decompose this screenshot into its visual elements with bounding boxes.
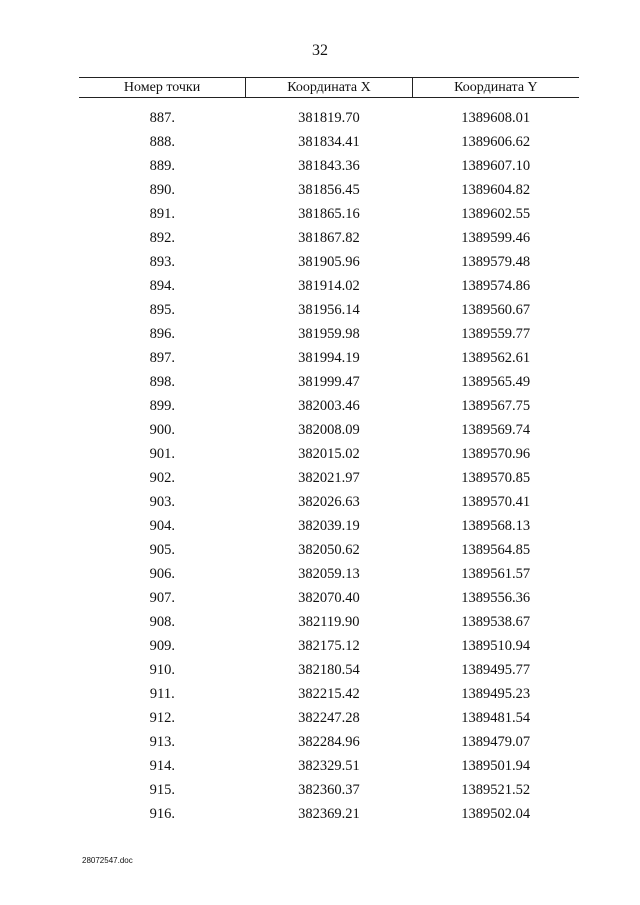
coordinate-y-cell: 1389602.55 xyxy=(461,205,531,222)
coordinate-y-cell: 1389570.85 xyxy=(461,469,531,486)
table-row xyxy=(79,370,579,394)
coordinate-y-cell: 1389562.61 xyxy=(461,349,531,366)
coordinate-x-cell: 381999.47 xyxy=(298,373,360,390)
point-number-cell: 897. xyxy=(149,349,176,366)
table-row xyxy=(79,178,579,202)
coordinate-x-cell: 381843.36 xyxy=(298,157,360,174)
coordinate-y-cell: 1389607.10 xyxy=(461,157,531,174)
coordinate-x-cell: 382119.90 xyxy=(298,613,360,630)
coordinate-x-cell: 382003.46 xyxy=(298,397,360,414)
table-row xyxy=(79,154,579,178)
coordinate-x-cell: 381834.41 xyxy=(298,133,360,150)
table-row xyxy=(79,538,579,562)
point-number-cell: 896. xyxy=(149,325,176,342)
coordinate-y-cell: 1389570.41 xyxy=(461,493,531,510)
coordinate-y-cell: 1389556.36 xyxy=(461,589,531,606)
point-number-cell: 904. xyxy=(149,517,176,534)
table-row xyxy=(79,778,579,802)
page-number: 32 xyxy=(312,42,328,59)
point-number-cell: 908. xyxy=(149,613,176,630)
coordinate-x-cell: 381905.96 xyxy=(298,253,360,270)
coordinate-y-cell: 1389608.01 xyxy=(461,109,531,126)
point-number-cell: 914. xyxy=(149,757,176,774)
point-number-cell: 912. xyxy=(149,709,176,726)
coordinate-y-cell: 1389510.94 xyxy=(461,637,531,654)
coordinate-x-cell: 382008.09 xyxy=(298,421,360,438)
table-row xyxy=(79,634,579,658)
point-number-cell: 900. xyxy=(149,421,176,438)
coordinate-x-cell: 382050.62 xyxy=(298,541,360,558)
coordinate-x-cell: 381994.19 xyxy=(298,349,360,366)
table-row xyxy=(79,98,579,131)
coordinate-y-cell: 1389561.57 xyxy=(461,565,531,582)
coordinate-x-cell: 382329.51 xyxy=(298,757,360,774)
point-number-cell: 890. xyxy=(149,181,176,198)
point-number-cell: 887. xyxy=(149,109,176,126)
point-number-cell: 909. xyxy=(149,637,176,654)
coordinate-y-cell: 1389599.46 xyxy=(461,229,531,246)
coordinate-x-cell: 382026.63 xyxy=(298,493,360,510)
coordinate-y-cell: 1389568.13 xyxy=(461,517,531,534)
point-number-cell: 911. xyxy=(149,685,175,702)
header-coordinate-y: Координата Y xyxy=(412,78,579,98)
coordinate-y-cell: 1389479.07 xyxy=(461,733,531,750)
table-row xyxy=(79,658,579,682)
point-number-cell: 907. xyxy=(149,589,176,606)
coordinate-x-cell: 381914.02 xyxy=(298,277,360,294)
coordinate-y-cell: 1389567.75 xyxy=(461,397,531,414)
point-number-cell: 895. xyxy=(149,301,176,318)
point-number-cell: 906. xyxy=(149,565,176,582)
point-number-cell: 902. xyxy=(149,469,176,486)
coordinate-y-cell: 1389560.67 xyxy=(461,301,531,318)
table-row xyxy=(79,130,579,154)
coordinate-x-cell: 381819.70 xyxy=(298,109,360,126)
point-number-cell: 893. xyxy=(149,253,176,270)
footer-filename: 28072547.doc xyxy=(82,856,133,865)
point-number-cell: 889. xyxy=(149,157,176,174)
table-row xyxy=(79,226,579,250)
coordinate-y-cell: 1389501.94 xyxy=(461,757,531,774)
table-row xyxy=(79,514,579,538)
point-number-cell: 899. xyxy=(149,397,176,414)
coordinate-y-cell: 1389481.54 xyxy=(461,709,531,726)
point-number-cell: 898. xyxy=(149,373,176,390)
coordinate-x-cell: 382360.37 xyxy=(298,781,360,798)
coordinate-y-cell: 1389521.52 xyxy=(461,781,531,798)
point-number-cell: 905. xyxy=(149,541,176,558)
table-body xyxy=(79,98,579,827)
coordinate-y-cell: 1389559.77 xyxy=(461,325,531,342)
coordinate-x-cell: 382059.13 xyxy=(298,565,360,582)
coordinate-x-cell: 382284.96 xyxy=(298,733,360,750)
table-row xyxy=(79,610,579,634)
coordinate-x-cell: 382175.12 xyxy=(298,637,360,654)
table-row xyxy=(79,466,579,490)
coordinate-y-cell: 1389574.86 xyxy=(461,277,531,294)
coordinate-x-cell: 382180.54 xyxy=(298,661,360,678)
table-row xyxy=(79,202,579,226)
coordinate-x-cell: 382039.19 xyxy=(298,517,360,534)
point-number-cell: 891. xyxy=(149,205,176,222)
table-row xyxy=(79,442,579,466)
coordinate-x-cell: 381956.14 xyxy=(298,301,360,318)
coordinates-table xyxy=(79,77,579,826)
coordinate-x-cell: 381867.82 xyxy=(298,229,360,246)
table-row xyxy=(79,274,579,298)
coordinate-x-cell: 381959.98 xyxy=(298,325,360,342)
coordinate-x-cell: 382369.21 xyxy=(298,805,360,822)
coordinate-x-cell: 382070.40 xyxy=(298,589,360,606)
table-header-row xyxy=(79,78,579,98)
coordinate-x-cell: 382215.42 xyxy=(298,685,360,702)
coordinate-y-cell: 1389565.49 xyxy=(461,373,531,390)
coordinate-x-cell: 382247.28 xyxy=(298,709,360,726)
point-number-cell: 894. xyxy=(149,277,176,294)
table-row xyxy=(79,586,579,610)
table-row xyxy=(79,802,579,826)
table-row xyxy=(79,730,579,754)
coordinate-y-cell: 1389495.77 xyxy=(461,661,531,678)
table-row xyxy=(79,706,579,730)
point-number-cell: 915. xyxy=(149,781,176,798)
table-row xyxy=(79,298,579,322)
point-number-cell: 888. xyxy=(149,133,176,150)
point-number-cell: 903. xyxy=(149,493,176,510)
point-number-cell: 910. xyxy=(149,661,176,678)
table-row xyxy=(79,754,579,778)
coordinate-y-cell: 1389570.96 xyxy=(461,445,531,462)
coordinate-x-cell: 381865.16 xyxy=(298,205,360,222)
coordinate-y-cell: 1389502.04 xyxy=(461,805,531,822)
header-point-number: Номер точки xyxy=(79,78,246,98)
coordinate-y-cell: 1389604.82 xyxy=(461,181,531,198)
table-row xyxy=(79,490,579,514)
coordinate-y-cell: 1389606.62 xyxy=(461,133,531,150)
coordinate-y-cell: 1389538.67 xyxy=(461,613,531,630)
table-row xyxy=(79,682,579,706)
point-number-cell: 892. xyxy=(149,229,176,246)
table-row xyxy=(79,250,579,274)
coordinate-x-cell: 382021.97 xyxy=(298,469,360,486)
coordinate-y-cell: 1389495.23 xyxy=(461,685,531,702)
table-row xyxy=(79,418,579,442)
point-number-cell: 913. xyxy=(149,733,176,750)
table-row xyxy=(79,346,579,370)
coordinate-y-cell: 1389569.74 xyxy=(461,421,531,438)
table-row xyxy=(79,562,579,586)
table-row xyxy=(79,394,579,418)
point-number-cell: 916. xyxy=(149,805,176,822)
coordinate-x-cell: 381856.45 xyxy=(298,181,360,198)
point-number-cell: 901. xyxy=(149,445,176,462)
coordinate-y-cell: 1389564.85 xyxy=(461,541,531,558)
header-coordinate-x: Координата X xyxy=(246,78,413,98)
coordinate-y-cell: 1389579.48 xyxy=(461,253,531,270)
table-row xyxy=(79,322,579,346)
coordinate-x-cell: 382015.02 xyxy=(298,445,360,462)
